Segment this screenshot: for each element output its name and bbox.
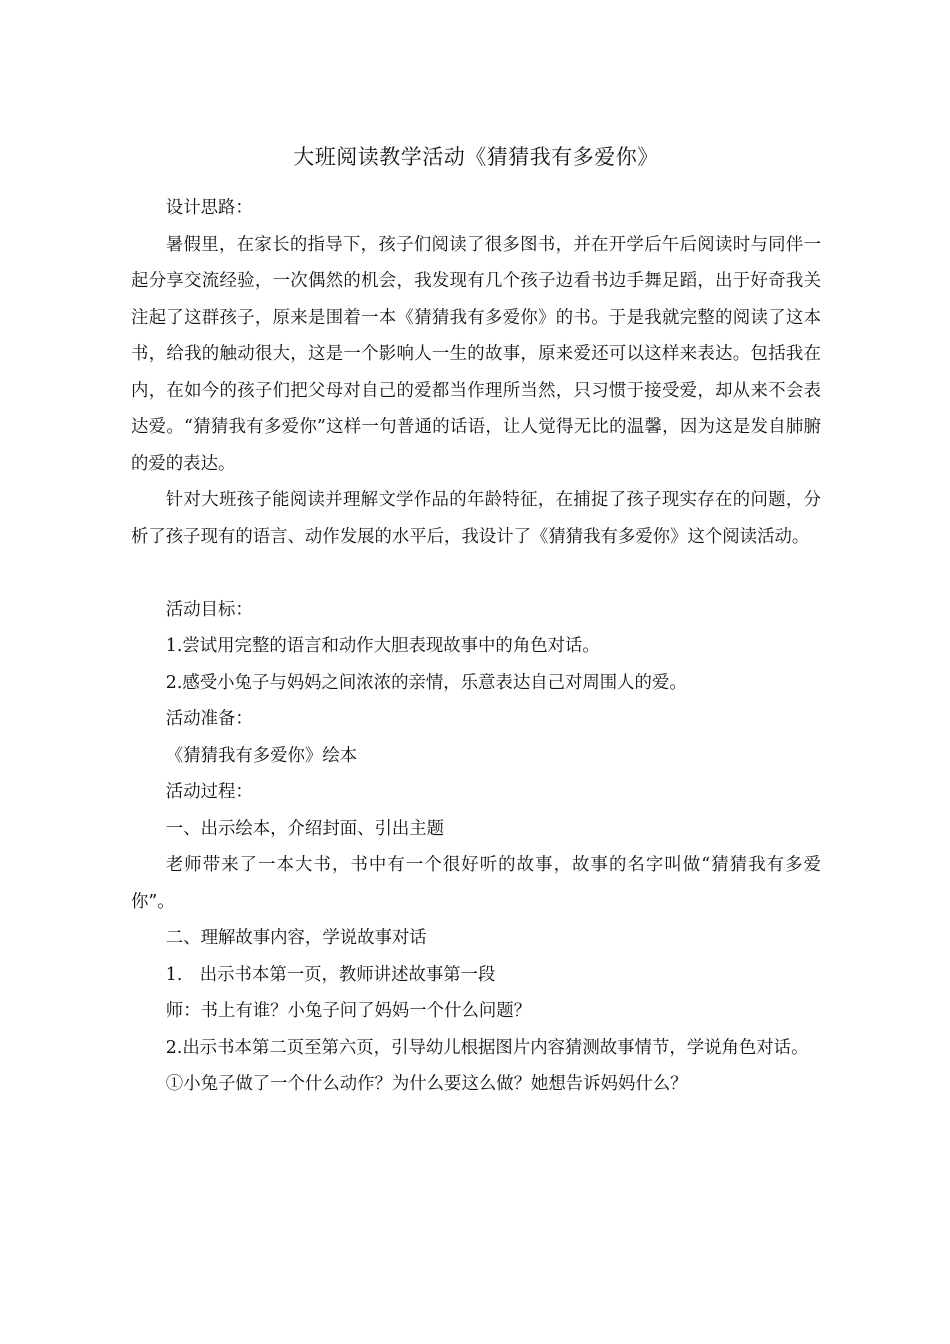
goal-item-2: 2.感受小兔子与妈妈之间浓浓的亲情，乐意表达自己对周围人的爱。 <box>165 672 687 693</box>
design-heading: 设计思路： <box>165 198 253 218</box>
design-paragraph-2: 针对大班孩子能阅读并理解文学作品的年龄特征，在捕捉了孩子现实存在的问题，分析了孩子现有的语言、动作发展的水平后，我设计了《猜猜我有多爱你》这个阅读活动。 <box>131 490 821 547</box>
document-body <box>131 190 821 1103</box>
goals-heading: 活动目标： <box>165 599 253 620</box>
step-1-heading: 一、出示绘本，介绍封面、引出主题 <box>165 818 445 839</box>
goal-item-1: 1.尝试用完整的语言和动作大胆表现故事中的角色对话。 <box>165 636 600 656</box>
step-2-question-2: ①小兔子做了一个什么动作？为什么要这么做？她想告诉妈妈什么？ <box>165 1074 688 1094</box>
prep-heading: 活动准备： <box>165 709 253 729</box>
step-2-item-1: 1. 出示书本第一页，教师讲述故事第一段 <box>165 964 496 985</box>
step-2-heading: 二、理解故事内容，学说故事对话 <box>165 928 427 948</box>
design-paragraph-1: 暑假里，在家长的指导下，孩子们阅读了很多图书，并在开学后午后阅读时与同伴一起分享交流经验，一次偶然的机会，我发现有几个孩子边看书边手舞足蹈，出于好奇我关注起了这群孩子，原来是围着一本《猜猜我有多爱你》的书。于是我就完整的阅读了这本书，给我的触动很大，这是一个影响人一生的故事，原来爱还可以这样来表达。包括我在内，在如今的孩子们把父母对自己的爱都当作理所当然，只习惯于接受爱，却从来不会表达爱。“猜猜我有多爱你”这样一句普通的话语，让人觉得无比的温馨，因为这是发自肺腑的爱的表达。 <box>131 234 821 474</box>
process-heading: 活动过程： <box>165 782 253 802</box>
prep-item: 《猜猜我有多爱你》绘本 <box>165 745 358 766</box>
blank-line <box>131 555 821 592</box>
step-1-text: 老师带来了一本大书，书中有一个很好听的故事，故事的名字叫做“猜猜我有多爱你”。 <box>131 855 821 912</box>
document-title: 大班阅读教学活动《猜猜我有多爱你》 <box>293 145 659 169</box>
step-2-item-2: 2.出示书本第二页至第六页，引导幼儿根据图片内容猜测故事情节，学说角色对话。 <box>165 1037 809 1058</box>
step-2-question-1: 师：书上有谁？小兔子问了妈妈一个什么问题？ <box>165 1001 532 1021</box>
